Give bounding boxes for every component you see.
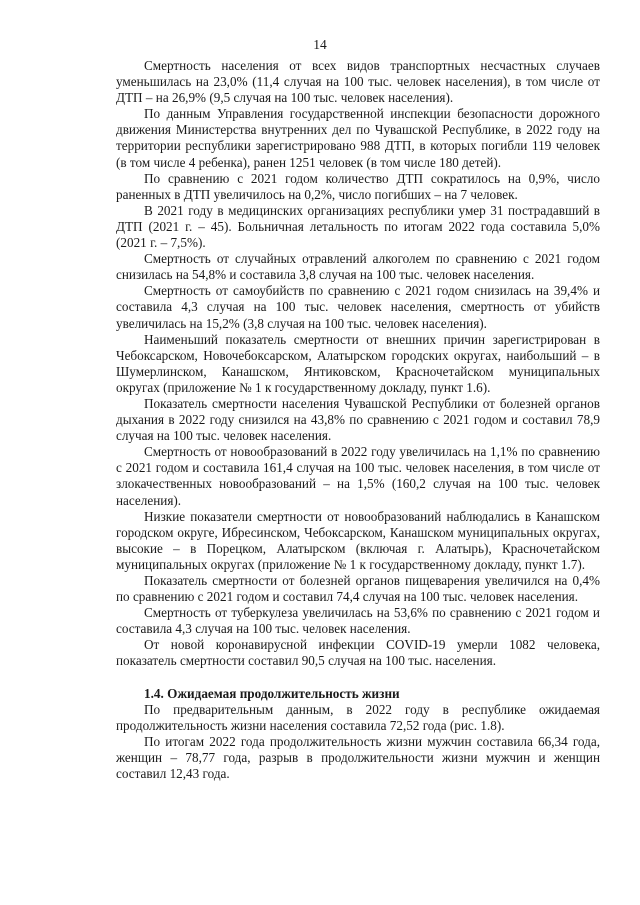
paragraph-traffic-police-data: По данным Управления государственной инспекции безопасности дорожного движения Министерства внутренних дел по Чувашской Республике, в 2022 году на территории республики зарегистрировано 988 ДТП, в которых погибли 119 человек (в том числе 4 ребенка), ранен 1251 человек (в том числе 180 детей). [116,106,600,170]
body-text [116,58,600,782]
paragraph-alcohol-poisoning: Смертность от случайных отравлений алкоголем по сравнению с 2021 годом снизилась на 54,8% и составила 3,8 случая на 100 тыс. человек населения. [116,251,600,283]
paragraph-dtp-comparison: По сравнению с 2021 годом количество ДТП сократилось на 0,9%, число раненных в ДТП увеличилось на 0,2%, число погибших – на 7 человек. [116,170,600,202]
paragraph-respiratory-mortality: Показатель смертности населения Чувашской Республики от болезней органов дыхания в 2022 году снизился на 43,8% по сравнению с 2021 годом и составил 78,9 случая на 100 тыс. человек населения. [116,395,600,444]
section-spacer [116,670,600,686]
paragraph-external-causes-regions: Наименьший показатель смертности от внешних причин зарегистрирован в Чебоксарском, Новочебоксарском, Алатырском городских округах, наибольший – в Шумерлинском, Канашском, Янтиковском, Красночетайском муниципальных округах (приложение № 1 к государственному докладу, пункт 1.6). [116,331,600,395]
paragraph-transport-mortality: Смертность населения от всех видов транспортных несчастных случаев уменьшилась на 23,0% (11,4 случая на 100 тыс. человек населения), в том числе от ДТП – на 26,9% (9,5 случая на 100 тыс. человек населения). [116,58,600,106]
paragraph-hospital-lethality: В 2021 году в медицинских организациях республики умер 31 пострадавший в ДТП (2021 г. – 45). Больничная летальность по итогам 2022 года составила 5,0% (2021 г. – 7,5%). [116,202,600,251]
section-heading: 1.4. Ожидаемая продолжительность жизни [144,685,400,701]
paragraph-life-expectancy-gender: По итогам 2022 года продолжительность жизни мужчин составила 66,34 года, женщин – 78,77 года, разрыв в продолжительности жизни мужчин и женщин составил 12,43 года. [116,733,600,782]
paragraph-life-expectancy: По предварительным данным, в 2022 году в республике ожидаемая продолжительность жизни населения составила 72,52 года (рис. 1.8). [116,701,600,733]
paragraph-suicide-homicide: Смертность от самоубийств по сравнению с 2021 годом снизилась на 39,4% и составила 4,3 случая на 100 тыс. человек населения, смертность от убийств увеличилась на 15,2% (3,8 случая на 100 тыс. человек населения). [116,283,600,331]
page-number: 14 [313,37,327,52]
paragraph-neoplasm-regions: Низкие показатели смертности от новообразований наблюдались в Канашском городском округе, Ибресинском, Чебоксарском, Канашском муниципальных округах, высокие – в Порецком, Алатырском (включая г. Алатырь), Красночетайском муниципальных округах (приложение № 1 к государственному докладу, пункт 1.7). [116,508,600,572]
paragraph-neoplasm-mortality: Смертность от новообразований в 2022 году увеличилась на 1,1% по сравнению с 2021 годом и составила 161,4 случая на 100 тыс. человек населения, в том числе от злокачественных новообразований – на 1,5% (160,2 случая на 100 тыс. человек населения). [116,444,600,508]
paragraph-tuberculosis-mortality: Смертность от туберкулеза увеличилась на 53,6% по сравнению с 2021 годом и составила 4,3 случая на 100 тыс. человек населения. [116,605,600,637]
paragraph-covid-mortality: От новой коронавирусной инфекции COVID-19 умерли 1082 человека, показатель смертности составил 90,5 случая на 100 тыс. населения. [116,637,600,669]
paragraph-digestive-mortality: Показатель смертности от болезней органов пищеварения увеличился на 0,4% по сравнению с 2021 годом и составил 74,4 случая на 100 тыс. человек населения. [116,573,600,605]
